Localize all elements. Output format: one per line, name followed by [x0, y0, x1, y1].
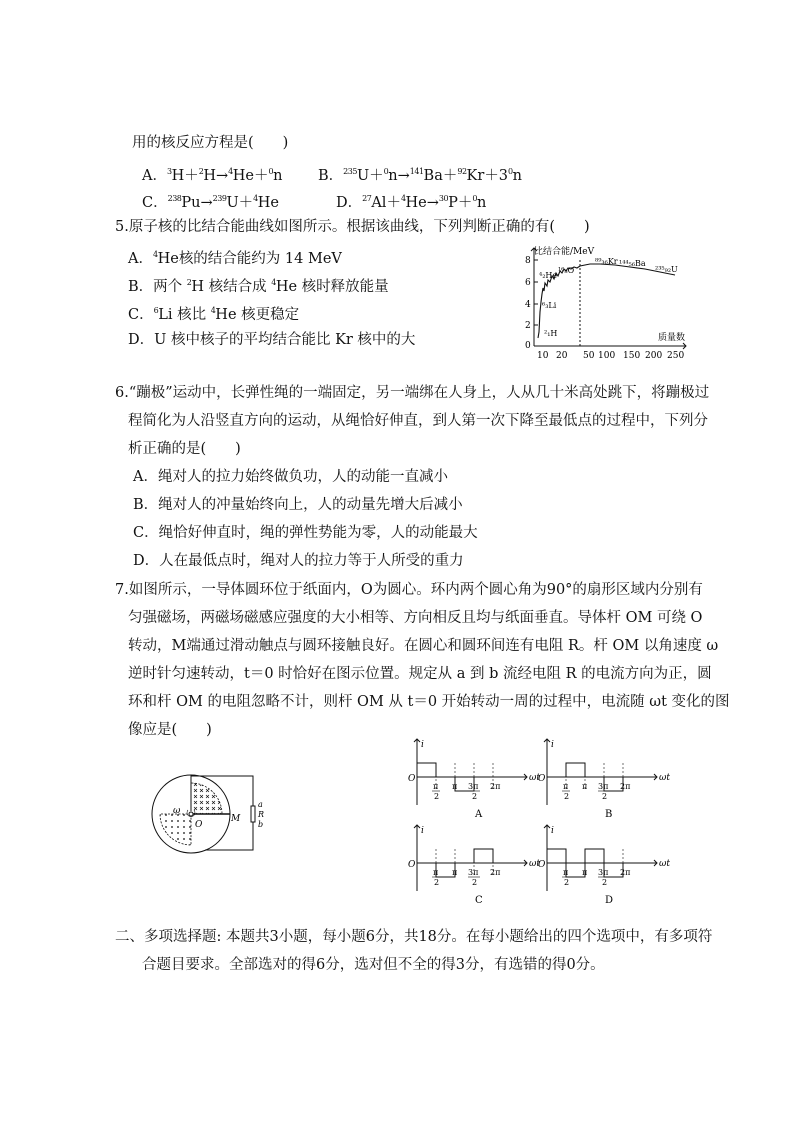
- chart-x-tick: 10: [537, 351, 549, 360]
- graph-wt-label: ωt: [659, 859, 670, 869]
- binding-energy-curve: [538, 264, 675, 338]
- graph-tick-3pi-over-2: 3π: [598, 782, 609, 791]
- q6-stem-line1: 6.“蹦极”运动中，长弹性绳的一端固定，另一端绑在人身上，人从几十米高处跳下，将蹦极过: [115, 385, 710, 401]
- q6-stem-line3: 析正确的是( ): [128, 441, 241, 457]
- q4-stem-tail: 用的核反应方程是( ): [132, 135, 289, 151]
- chart-y-tick: 8: [525, 256, 531, 266]
- q6-option-c[interactable]: C．绳恰好伸直时，绳的弹性势能为零，人的动能最大: [133, 525, 478, 541]
- graph-wt-label: ωt: [529, 773, 540, 783]
- chart-y-tick: 6: [525, 278, 531, 288]
- graph-tick-denominator: 2: [564, 878, 570, 887]
- q5-option-a[interactable]: A．$^4$He核的结合能约为 14 MeV: [128, 250, 342, 267]
- graph-tick-3pi-over-2: 3π: [468, 782, 479, 791]
- q7-stem-line3: 转动，M端通过滑动触点与圆环接触良好。在圆心和圆环间连有电阻 R。杆 OM 以角速度 ω: [128, 638, 719, 654]
- circuit-wire-bottom: [205, 822, 253, 850]
- graph-i-label: i: [551, 740, 554, 750]
- graph-tick-2pi: 2π: [490, 868, 501, 877]
- graph-tick-pi: π: [452, 868, 458, 877]
- section2-header-line2: 合题目要求。全部选对的得6分，选对但不全的得3分，有选错的得0分。: [142, 957, 605, 973]
- graph-tick-denominator: 2: [564, 792, 570, 801]
- chart-x-tick: 150: [623, 351, 641, 360]
- graph-tick-denominator: 2: [434, 878, 440, 887]
- q6-option-a[interactable]: A．绳对人的拉力始终做负功，人的动能一直减小: [133, 469, 448, 485]
- omega-label: ω: [173, 806, 181, 816]
- binding-energy-chart: [520, 242, 690, 360]
- q5-option-c[interactable]: C．$^6$Li 核比 $^4$He 核更稳定: [128, 306, 300, 323]
- q5-option-b[interactable]: B．两个 $^2$H 核结合成 $^4$He 核时释放能量: [128, 278, 389, 295]
- chart-y-tick: 2: [525, 321, 531, 331]
- graph-tick-2pi: 2π: [620, 782, 631, 791]
- graph-tick-denominator: 2: [472, 878, 478, 887]
- q5-stem: 5.原子核的比结合能曲线如图所示。根据该曲线，下列判断正确的有( ): [115, 219, 590, 235]
- graph-tick-2pi: 2π: [490, 782, 501, 791]
- q4-option-c[interactable]: C．$^{238}$Pu→$^{239}$U＋$^4$He: [142, 194, 279, 211]
- graph-tick-pi-over-2: π: [563, 868, 569, 877]
- label-o: O: [195, 820, 203, 830]
- graph-tick-pi-over-2: π: [563, 782, 569, 791]
- chart-x-tick: 250: [667, 351, 685, 360]
- q4-option-d[interactable]: D．$^{27}$Al＋$^4$He→$^{30}$P＋$^0$n: [336, 194, 487, 211]
- pivot-o: [189, 812, 193, 816]
- label-li6: ⁶₃Li: [542, 301, 557, 310]
- label-o16: ¹⁶₈O: [558, 266, 575, 275]
- q7-stem-line2: 匀强磁场，两磁场磁感应强度的大小相等、方向相反且均与纸面垂直。导体杆 OM 可绕 O: [128, 610, 703, 626]
- label-u235: ²³⁵₉₂U: [655, 265, 678, 274]
- graph-option-label: D: [605, 895, 614, 906]
- chart-y-label: 比结合能/MeV: [534, 247, 595, 257]
- chart-x-tick: 200: [645, 351, 663, 360]
- q6-option-b[interactable]: B．绳对人的冲量始终向上，人的动量先增大后减小: [133, 497, 463, 513]
- chart-x-tick: 50: [583, 351, 595, 360]
- graph-tick-pi-over-2: π: [433, 782, 439, 791]
- q7-stem-line5: 环和杆 OM 的电阻忽略不计，则杆 OM 从 t＝0 开始转动一周的过程中，电流随 ωt 变化的图: [128, 694, 730, 710]
- q4-option-b[interactable]: B．$^{235}U+^0n\to^{141}Ba+^{92}Kr+3^0n$: [318, 167, 522, 184]
- graph-tick-denominator: 2: [434, 792, 440, 801]
- q6-stem-line2: 程简化为人沿竖直方向的运动，从绳恰好伸直，到人第一次下降至最低点的过程中，下列分: [128, 413, 708, 429]
- graph-tick-denominator: 2: [472, 792, 478, 801]
- current-graphs: [405, 735, 675, 911]
- label-ba144: ¹⁴⁴₅₆Ba: [619, 259, 646, 268]
- label-kr89: ⁸⁹₃₆Kr: [595, 257, 618, 266]
- chart-x-tick: 100: [598, 351, 616, 360]
- q7-stem-line6: 像应是( ): [128, 722, 212, 738]
- chart-y-tick: 4: [525, 300, 531, 310]
- label-m: M: [231, 814, 241, 824]
- chart-y-tick: 0: [525, 341, 531, 351]
- chart-x-tick: 20: [556, 351, 568, 360]
- label-b: b: [258, 820, 264, 829]
- q4-option-a[interactable]: A．$^3$H＋$^2$H→$^4$He＋$^0$n: [142, 167, 283, 184]
- q6-option-d[interactable]: D．人在最低点时，绳对人的拉力等于人所受的重力: [133, 553, 464, 569]
- graph-option-label: B: [605, 809, 613, 820]
- graph-origin-label: O: [408, 860, 416, 870]
- label-r: R: [258, 810, 265, 819]
- graph-tick-denominator: 2: [602, 792, 608, 801]
- chart-x-label: 质量数: [658, 333, 686, 343]
- label-he4: ⁴₂He: [539, 271, 558, 280]
- graph-wt-label: ωt: [659, 773, 670, 783]
- graph-i-label: i: [421, 826, 424, 836]
- graph-option-label: C: [475, 895, 483, 906]
- graph-tick-3pi-over-2: 3π: [468, 868, 479, 877]
- graph-tick-pi-over-2: π: [433, 868, 439, 877]
- graph-tick-2pi: 2π: [620, 868, 631, 877]
- graph-i-label: i: [421, 740, 424, 750]
- graph-tick-pi: π: [582, 868, 588, 877]
- graph-tick-pi: π: [452, 782, 458, 791]
- graph-tick-denominator: 2: [602, 878, 608, 887]
- graph-i-label: i: [551, 826, 554, 836]
- section2-header-line1: 二、多项选择题: 本题共3小题，每小题6分，共18分。在每小题给出的四个选项中，有多项符: [115, 929, 713, 945]
- graph-origin-label: O: [538, 774, 546, 784]
- graph-tick-3pi-over-2: 3π: [598, 868, 609, 877]
- graph-tick-pi: π: [582, 782, 588, 791]
- q7-stem-line1: 7.如图所示，一导体圆环位于纸面内，O为圆心。环内两个圆心角为90°的扇形区域内分别有: [115, 582, 703, 598]
- graph-wt-label: ωt: [529, 859, 540, 869]
- magnetic-field-into-page: [191, 783, 222, 814]
- q7-stem-line4: 逆时针匀速转动，t＝0 时恰好在图示位置。规定从 a 到 b 流经电阻 R 的电流方向为正，圆: [128, 666, 712, 682]
- ring-circuit-figure: [145, 770, 270, 860]
- resistor-r: [251, 806, 255, 822]
- graph-origin-label: O: [408, 774, 416, 784]
- graph-origin-label: O: [538, 860, 546, 870]
- q5-option-d[interactable]: D．U 核中核子的平均结合能比 Kr 核中的大: [128, 332, 416, 348]
- label-a: a: [258, 800, 263, 809]
- graph-option-label: A: [475, 809, 483, 820]
- magnetic-field-out-of-page: [160, 814, 191, 845]
- label-h2: ²₁H: [544, 329, 558, 338]
